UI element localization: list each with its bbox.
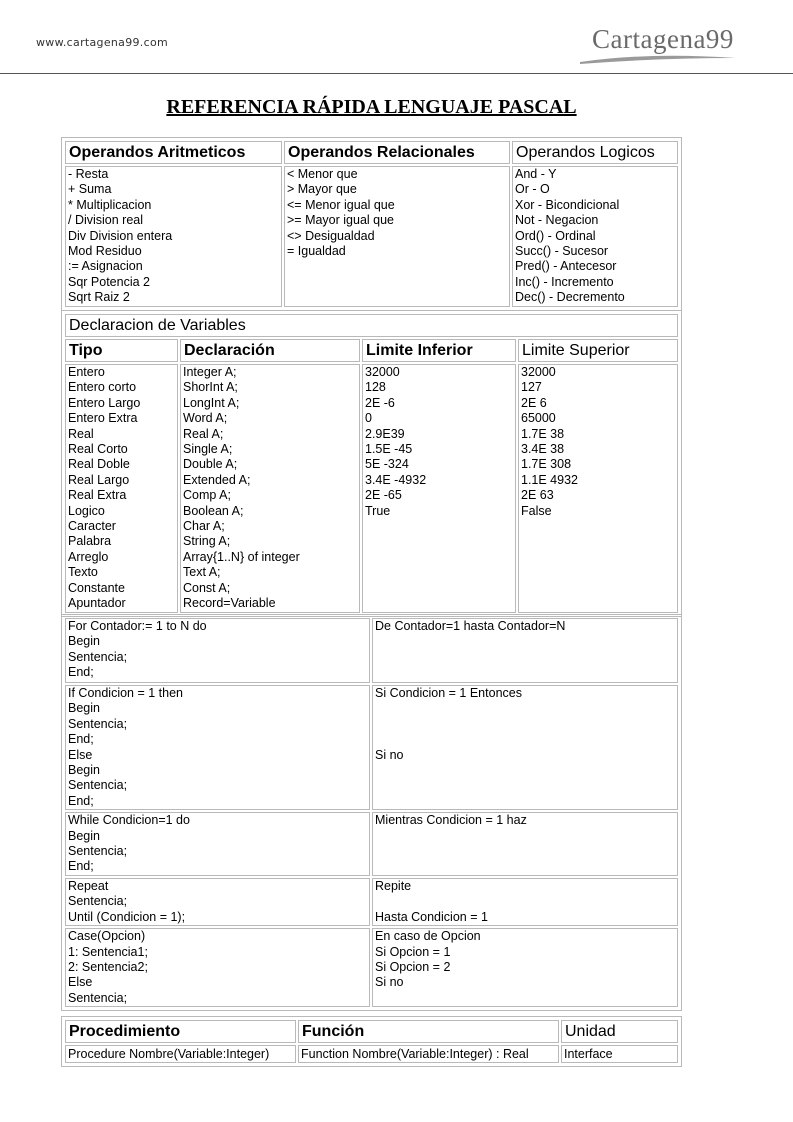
list-item: Not - Negacion	[515, 213, 599, 228]
header-relacionales: Operandos Relacionales	[284, 141, 510, 164]
list-item: Texto	[68, 565, 98, 580]
list-item: Real Largo	[68, 472, 130, 487]
list-item: > Mayor que	[287, 182, 357, 197]
list-item: 1.7E 38	[521, 426, 565, 441]
list-item: String A;	[183, 534, 231, 549]
list-item: Array{1..N} of integer	[183, 549, 300, 564]
code-line: Else	[68, 975, 93, 990]
list-item: Succ() - Sucesor	[515, 244, 609, 259]
code-line: Sentencia;	[68, 844, 128, 859]
code-line: Begin	[68, 828, 100, 843]
structures-table	[61, 614, 682, 1011]
list-item: Boolean A;	[183, 503, 244, 518]
code-line: Begin	[68, 634, 100, 649]
description-line: Repite	[375, 878, 412, 893]
code-line: Sentencia;	[68, 990, 128, 1005]
list-item: Real A;	[183, 426, 224, 441]
header-tipo: Tipo	[65, 339, 178, 362]
list-item: 127	[521, 380, 542, 395]
code-line: End;	[68, 732, 94, 747]
list-item: Entero Largo	[68, 395, 141, 410]
code-line: Sentencia;	[68, 894, 128, 909]
list-item: And - Y	[515, 167, 557, 181]
list-item: Palabra	[68, 534, 112, 549]
list-item: Xor - Bicondicional	[515, 197, 620, 212]
list-item: Pred() - Antecesor	[515, 259, 617, 274]
code-line: Sentencia;	[68, 778, 128, 793]
list-item: True	[365, 503, 391, 518]
document-title: REFERENCIA RÁPIDA LENGUAJE PASCAL	[166, 96, 577, 118]
description-line: De Contador=1 hasta Contador=N	[375, 619, 566, 633]
for-code	[65, 618, 370, 683]
code-line: For Contador:= 1 to N do	[68, 619, 207, 633]
code-line: End;	[68, 665, 94, 680]
relacionales-list	[284, 166, 510, 307]
list-item: False	[521, 503, 552, 518]
header-logicos: Operandos Logicos	[512, 141, 678, 164]
operators-table	[61, 137, 682, 311]
description-line: Mientras Condicion = 1 haz	[375, 813, 527, 828]
list-item: <= Menor igual que	[287, 197, 395, 212]
case-code	[65, 928, 370, 1007]
list-item: - Resta	[68, 167, 109, 181]
list-item: + Suma	[68, 182, 112, 197]
code-line: End;	[68, 859, 94, 874]
list-item: Constante	[68, 580, 125, 595]
list-item: 2.9E39	[365, 426, 405, 441]
list-item: 5E -324	[365, 457, 409, 472]
list-item: 32000	[365, 365, 400, 379]
list-item: Extended A;	[183, 472, 251, 487]
code-line: Until (Condicion = 1);	[68, 909, 186, 924]
list-item: Entero Extra	[68, 411, 138, 426]
list-item: LongInt A;	[183, 395, 240, 410]
list-item: 1.7E 308	[521, 457, 572, 472]
site-url: www.cartagena99.com	[36, 36, 168, 49]
code-line: 2: Sentencia2;	[68, 959, 148, 974]
list-item: 65000	[521, 411, 556, 426]
list-item: 1.1E 4932	[521, 472, 578, 487]
header-declaracion: Declaración	[180, 339, 360, 362]
list-item: >= Mayor igual que	[287, 213, 395, 228]
list-item: 2E 6	[521, 395, 547, 410]
code-line: 1: Sentencia1;	[68, 944, 148, 959]
code-line: Interface	[564, 1047, 613, 1061]
code-line: While Condicion=1 do	[68, 813, 190, 828]
list-item: Real Extra	[68, 488, 127, 503]
list-item: Sqrt Raiz 2	[68, 290, 130, 305]
list-item: <> Desigualdad	[287, 228, 375, 243]
code-line: Function Nombre(Variable:Integer) : Real	[301, 1047, 529, 1061]
list-item: 3.4E -4932	[365, 472, 427, 487]
code-line: Procedure Nombre(Variable:Integer)	[68, 1047, 270, 1061]
list-item: Inc() - Incremento	[515, 274, 614, 289]
list-item: Integer A;	[183, 365, 237, 379]
list-item: Const A;	[183, 580, 231, 595]
unit-syntax	[561, 1045, 678, 1063]
list-item: Single A;	[183, 442, 233, 457]
code-line: Repeat	[68, 878, 109, 893]
if-code	[65, 685, 370, 810]
list-item: ShorInt A;	[183, 380, 238, 395]
list-item: := Asignacion	[68, 259, 143, 274]
list-item: 2E -6	[365, 395, 395, 410]
code-line: Sentencia;	[68, 649, 128, 664]
limite-inferior-list	[362, 364, 516, 613]
header-limite-inferior: Limite Inferior	[362, 339, 516, 362]
list-item: Real	[68, 426, 94, 441]
function-syntax	[298, 1045, 559, 1063]
list-item: 0	[365, 411, 372, 426]
list-item: = Igualdad	[287, 244, 346, 259]
list-item: Char A;	[183, 519, 225, 534]
code-line: End;	[68, 793, 94, 808]
list-item: Apuntador	[68, 596, 126, 611]
while-description	[372, 812, 678, 876]
code-line: Case(Opcion)	[68, 929, 146, 944]
procedure-syntax	[65, 1045, 296, 1063]
header-limite-superior: Limite Superior	[518, 339, 678, 362]
declaracion-list	[180, 364, 360, 613]
case-description	[372, 928, 678, 1007]
description-line: Si Condicion = 1 Entonces	[375, 686, 522, 700]
list-item: Double A;	[183, 457, 238, 472]
header-procedimiento: Procedimiento	[65, 1020, 296, 1043]
list-item: Word A;	[183, 411, 228, 426]
list-item: 1.5E -45	[365, 442, 413, 457]
description-line: En caso de Opcion	[375, 929, 481, 944]
description-line: Si Opcion = 1	[375, 944, 451, 959]
list-item: Arreglo	[68, 549, 109, 564]
list-item: 2E 63	[521, 488, 554, 503]
list-item: / Division real	[68, 213, 144, 228]
code-line: Begin	[68, 763, 100, 778]
aritmeticos-list	[65, 166, 282, 307]
list-item: Real Doble	[68, 457, 130, 472]
variables-title: Declaracion de Variables	[65, 314, 678, 337]
list-item: Ord() - Ordinal	[515, 228, 596, 243]
list-item: Mod Residuo	[68, 244, 142, 259]
for-description	[372, 618, 678, 683]
list-item: 128	[365, 380, 386, 395]
description-line: Si no	[375, 975, 404, 990]
while-code	[65, 812, 370, 876]
header-aritmeticos: Operandos Aritmeticos	[65, 141, 282, 164]
list-item: 2E -65	[365, 488, 402, 503]
list-item: Caracter	[68, 519, 116, 534]
list-item: * Multiplicacion	[68, 197, 152, 212]
list-item: Record=Variable	[183, 596, 276, 611]
list-item: < Menor que	[287, 167, 358, 181]
code-line: Sentencia;	[68, 716, 128, 731]
modules-table	[61, 1016, 682, 1067]
code-line: If Condicion = 1 then	[68, 686, 184, 700]
list-item: Real Corto	[68, 442, 128, 457]
header-unidad: Unidad	[561, 1020, 678, 1043]
repeat-description	[372, 878, 678, 926]
logicos-list	[512, 166, 678, 307]
tipo-list	[65, 364, 178, 613]
logo-text: Cartagena99	[592, 24, 734, 54]
header-funcion: Función	[298, 1020, 559, 1043]
list-item: 32000	[521, 365, 556, 379]
description-line: Si Opcion = 2	[375, 959, 451, 974]
list-item: Div Division entera	[68, 228, 173, 243]
limite-superior-list	[518, 364, 678, 613]
list-item: Dec() - Decremento	[515, 290, 625, 305]
site-logo	[578, 20, 738, 70]
list-item: Text A;	[183, 565, 221, 580]
if-description	[372, 685, 678, 810]
repeat-code	[65, 878, 370, 926]
code-line: Else	[68, 747, 93, 762]
list-item: 3.4E 38	[521, 442, 565, 457]
list-item: Sqr Potencia 2	[68, 274, 150, 289]
variables-table	[61, 310, 682, 617]
description-line: Hasta Condicion = 1	[375, 909, 488, 924]
header-divider	[0, 73, 793, 74]
list-item: Entero corto	[68, 380, 137, 395]
list-item: Comp A;	[183, 488, 231, 503]
list-item: Logico	[68, 503, 105, 518]
code-line: Begin	[68, 701, 100, 716]
description-line: Si no	[375, 747, 404, 762]
list-item: Or - O	[515, 182, 550, 197]
list-item: Entero	[68, 365, 105, 379]
